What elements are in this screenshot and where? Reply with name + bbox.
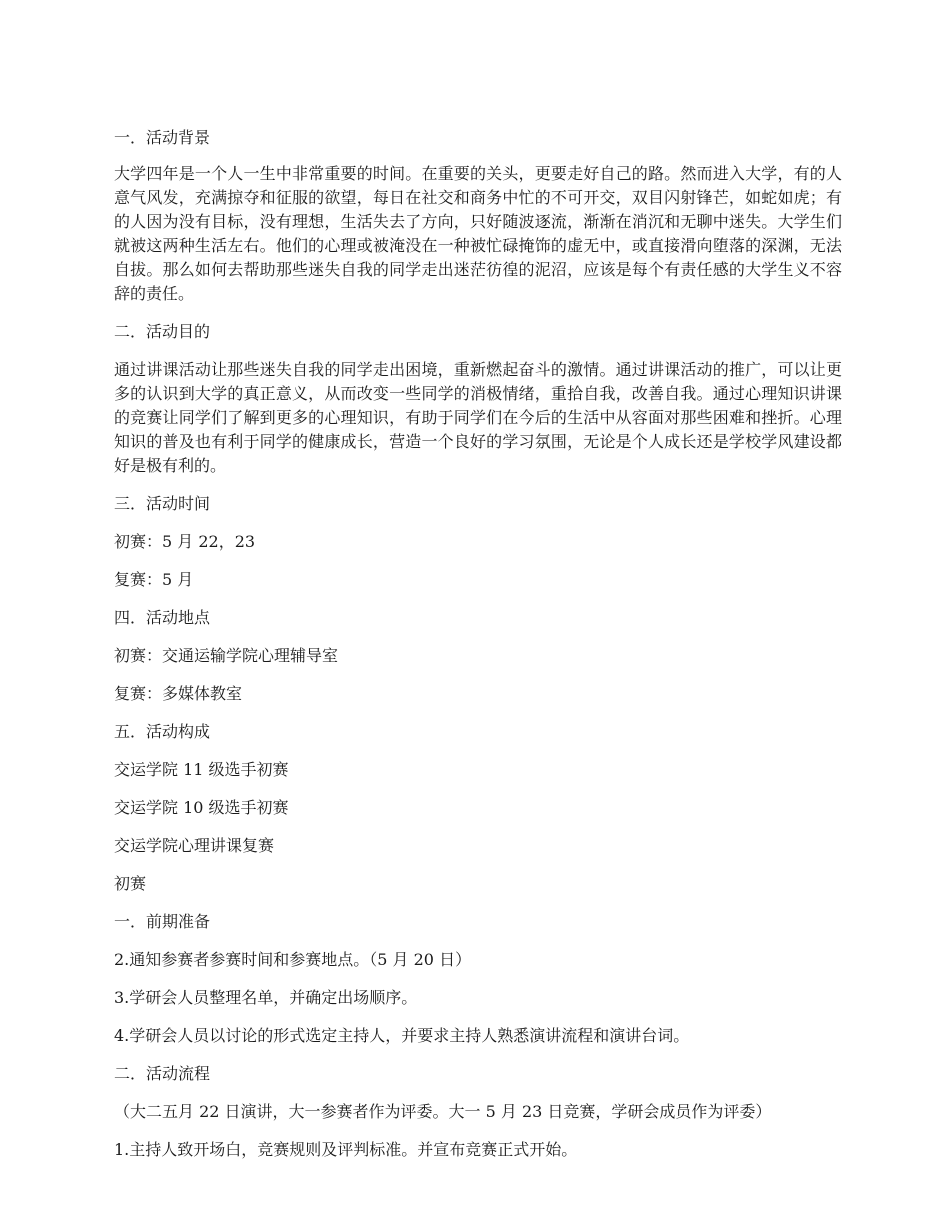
background-paragraph: 大学四年是一个人一生中非常重要的时间。在重要的关头，更要走好自己的路。然而进入大学，有的人意气风发，充满掠夺和征服的欲望，每日在社交和商务中忙的不可开交，双目闪射锋芒，如蛇如虎；有的人因为没有目标，没有理想，生活失去了方向，只好随波逐流，渐渐在消沉和无聊中迷失。大学生们就被这两种生活左右。他们的心理或被淹没在一种被忙碌掩饰的虚无中，或直接滑向堕落的深渊，无法自拔。那么如何去帮助那些迷失自我的同学走出迷茫彷徨的泥沼，应该是每个有责任感的大学生义不容辞的责任。 [114,164,842,303]
preparation-item: 4.学研会人员以讨论的形式选定主持人，并要求主持人熟悉演讲流程和演讲台词。 [114,1026,690,1045]
section-heading-composition: 五．活动构成 [114,722,211,741]
preparation-item: 3.学研会人员整理名单，并确定出场顺序。 [114,988,418,1007]
preliminary-title: 初赛 [114,874,147,893]
composition-item: 交运学院 10 级选手初赛 [114,798,289,817]
section-heading-flow: 二．活动流程 [114,1064,211,1083]
preparation-item: 2.通知参赛者参赛时间和参赛地点。（5 月 20 日） [114,950,472,969]
flow-note: （大二五月 22 日演讲，大一参赛者作为评委。大一 5 月 23 日竞赛，学研会成员作为评委） [114,1102,772,1121]
venue-preliminary: 初赛：交通运输学院心理辅导室 [114,646,339,665]
purpose-paragraph: 通过讲课活动让那些迷失自我的同学走出困境，重新燃起奋斗的激情。通过讲课活动的推广，可以让更多的认识到大学的真正意义，从而改变一些同学的消极情绪，重拾自我，改善自我。通过心理知识讲课的竞赛让同学们了解到更多的心理知识，有助于同学们在今后的生活中从容面对那些困难和挫折。心理知识的普及也有利于同学的健康成长，营造一个良好的学习氛围，无论是个人成长还是学校学风建设都好是极有利的。 [114,360,842,475]
venue-final: 复赛：多媒体教室 [114,684,243,703]
section-heading-venue: 四．活动地点 [114,608,211,627]
composition-item: 交运学院心理讲课复赛 [114,836,275,855]
section-heading-preparation: 一．前期准备 [114,912,211,931]
time-final: 复赛：5 月 [114,570,194,589]
time-preliminary: 初赛：5 月 22，23 [114,532,256,551]
section-heading-purpose: 二．活动目的 [114,322,211,341]
document-page [114,126,842,1162]
composition-item: 交运学院 11 级选手初赛 [114,760,289,779]
section-heading-background: 一．活动背景 [114,128,211,147]
section-heading-time: 三．活动时间 [114,494,211,513]
flow-item: 1.主持人致开场白，竞赛规则及评判标准。并宣布竞赛正式开始。 [114,1140,578,1159]
